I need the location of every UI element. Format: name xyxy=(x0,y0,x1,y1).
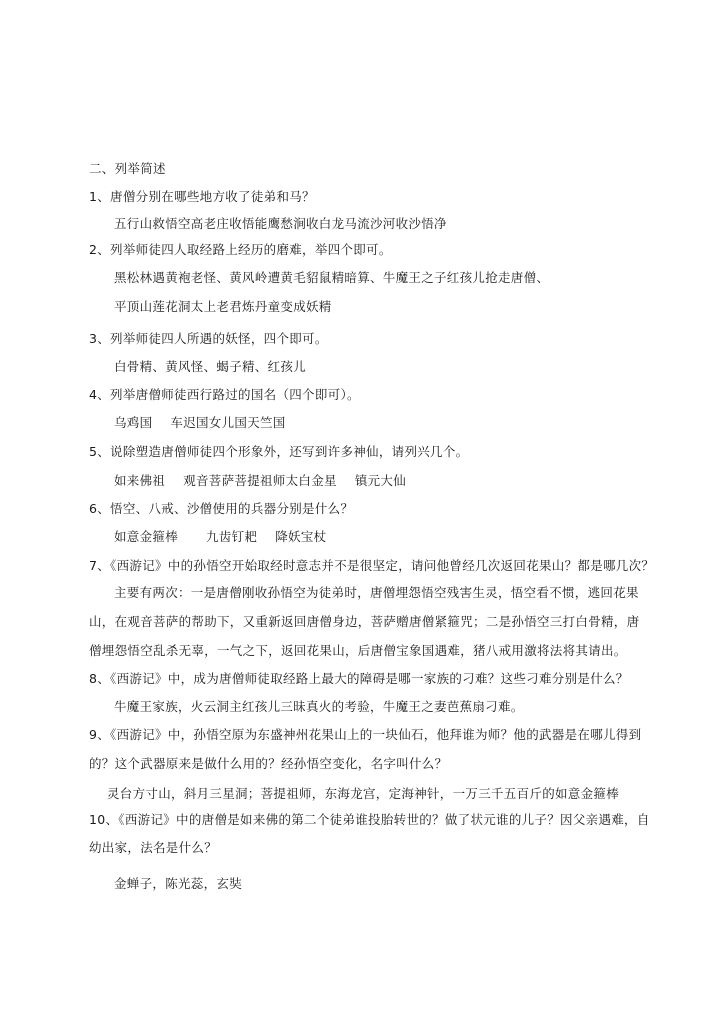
question-6: 6、悟空、八戒、沙僧使用的兵器分别是什么？ xyxy=(89,501,354,516)
question-5: 5、说除塑造唐僧师徒四个形象外，还写到许多神仙，请列兴几个。 xyxy=(89,444,469,459)
answer-5-part-1: 如来佛祖 xyxy=(114,473,166,488)
answer-6-part-1: 如意金箍棒 xyxy=(114,529,179,544)
answer-2-line-2: 平顶山莲花洞太上老君炼丹童变成妖精 xyxy=(114,299,332,314)
question-1: 1、唐僧分别在哪些地方收了徒弟和马？ xyxy=(89,189,315,204)
question-3: 3、列举师徒四人所遇的妖怪，四个即可。 xyxy=(89,331,328,346)
question-10: 10、《西游记》中的唐僧是如来佛的第二个徒弟谁投胎转世的？做了状元谁的儿子？因父亲遇难，自 xyxy=(89,812,650,827)
answer-7-line-3: 僧埋怨悟空乱杀无辜，一气之下，返回花果山，后唐僧宝象国遇难，猪八戒用激将法将其请出。 xyxy=(89,643,627,658)
answer-2-line-1: 黑松林遇黄袍老怪、黄风岭遭黄毛貂鼠精暗算、牛魔王之子红孩儿抢走唐僧、 xyxy=(114,270,550,285)
question-7: 7、《西游记》中的孙悟空开始取经时意志并不是很坚定，请问他曾经几次返回花果山？都是哪几次？ xyxy=(89,558,655,573)
question-9-cont: 的？这个武器原来是做什么用的？经孙悟空变化，名字叫什么？ xyxy=(89,756,448,771)
question-8: 8、《西游记》中，成为唐僧师徒取经路上最大的障碍是哪一家族的刁难？这些刁难分别是什么？ xyxy=(89,671,629,686)
section-title: 二、列举简述 xyxy=(89,161,166,176)
question-9: 9、《西游记》中，孙悟空原为东盛神州花果山上的一块仙石，他拜谁为师？他的武器是在哪儿得到 xyxy=(89,727,642,742)
answer-3-line-1: 白骨精、黄风怪、蝎子精、红孩儿 xyxy=(114,359,307,374)
answer-5-part-3: 镇元大仙 xyxy=(354,473,407,488)
answer-4-line-1 xyxy=(114,415,286,431)
answer-7-line-2: 山，在观音菩萨的帮助下，又重新返回唐僧身边，菩萨赠唐僧紧箍咒；二是孙悟空三打白骨精，唐 xyxy=(89,614,640,629)
answer-4-part-2: 车迟国女儿国天竺国 xyxy=(170,415,286,430)
answer-6-part-2: 九齿钉耙 xyxy=(206,529,258,544)
question-2: 2、列举师徒四人取经路上经历的磨难，举四个即可。 xyxy=(89,242,392,257)
answer-7-line-1: 主要有两次：一是唐僧刚收孙悟空为徒弟时，唐僧埋怨悟空残害生灵，悟空看不惯，逃回花果 xyxy=(114,585,639,600)
answer-1-line-1: 五行山救悟空高老庄收悟能鹰愁涧收白龙马流沙河收沙悟净 xyxy=(114,216,447,231)
answer-9-line-1: 灵台方寸山，斜月三星洞；菩提祖师，东海龙宫，定海神针，一万三千五百斤的如意金箍棒 xyxy=(107,786,620,801)
question-10-cont: 幼出家，法名是什么？ xyxy=(89,840,218,855)
answer-6-line-1 xyxy=(114,529,326,545)
answer-10-line-1: 金蝉子，陈光蕊，玄奘 xyxy=(114,876,243,891)
answer-8-line-1: 牛魔王家族，火云洞主红孩儿三昧真火的考验，牛魔王之妻芭蕉扇刁难。 xyxy=(114,699,524,714)
answer-6-part-3: 降妖宝杖 xyxy=(275,529,327,544)
answer-4-part-1: 乌鸡国 xyxy=(114,415,153,430)
answer-5-part-2: 观音菩萨菩提祖师太白金星 xyxy=(183,473,337,488)
answer-5-line-1 xyxy=(114,473,406,489)
question-4: 4、列举唐僧师徒西行路过的国名（四个即可）。 xyxy=(89,387,360,402)
